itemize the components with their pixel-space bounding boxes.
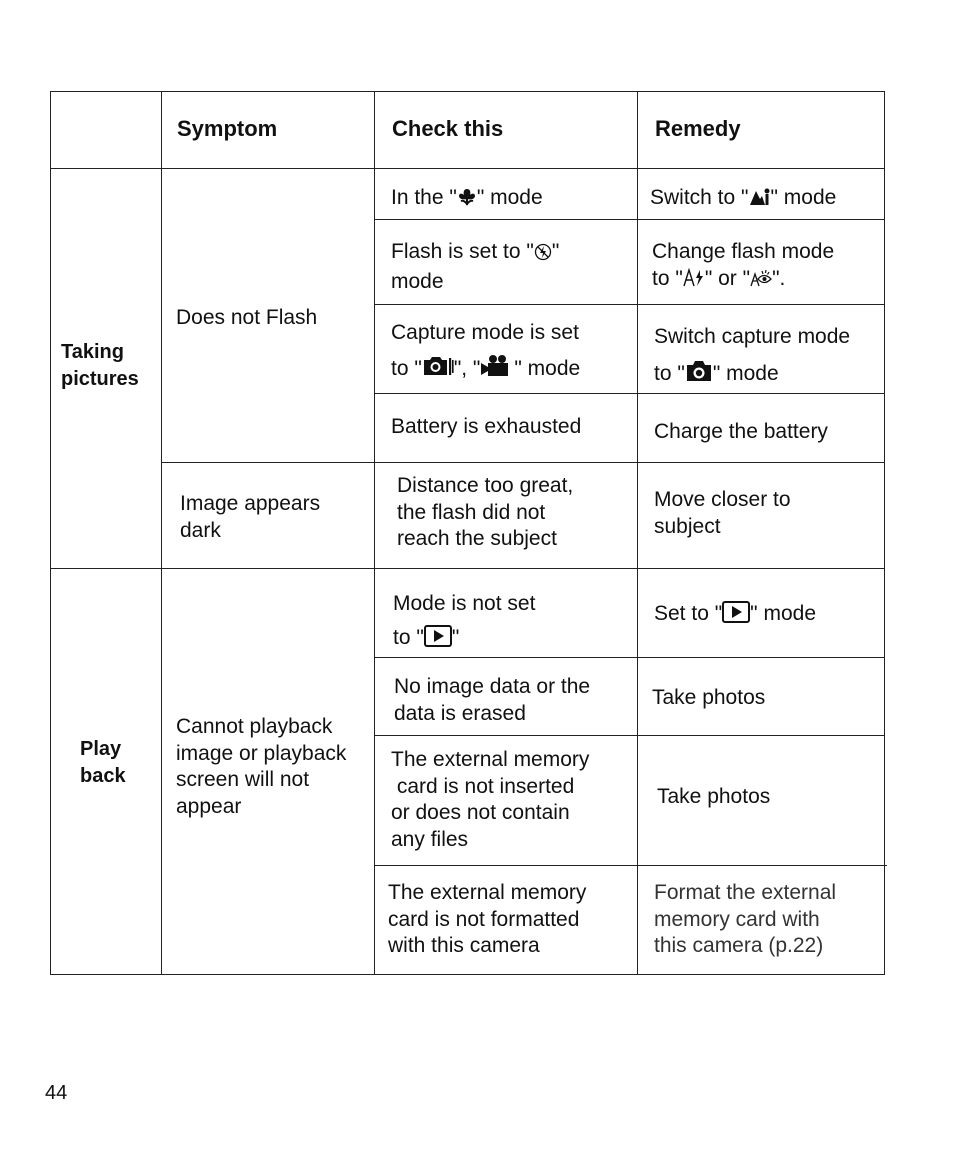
symptom-no-flash: Does not Flash — [176, 306, 318, 329]
check-capture-mode — [391, 315, 580, 390]
video-camera-icon — [480, 354, 514, 390]
check-text: In the " — [391, 186, 457, 209]
remedy-text: Switch to " — [650, 186, 749, 209]
remedy-change-flash — [652, 239, 834, 295]
remedy-text: Switch capture mode — [654, 325, 851, 348]
grid-line — [50, 168, 885, 169]
check-text: " mode — [514, 357, 581, 380]
check-text: " mode — [476, 186, 543, 209]
check-text: to " — [391, 357, 422, 380]
remedy-format-card: Format the external memory card with this camera (p.22) — [654, 881, 837, 957]
check-text: " — [551, 240, 560, 263]
check-playback-mode — [393, 587, 535, 658]
check-text: mode — [391, 269, 444, 293]
section-taking-pictures: Taking pictures — [61, 341, 139, 390]
grid-line — [374, 735, 885, 736]
remedy-capture-mode — [654, 318, 850, 395]
grid-line — [374, 219, 885, 220]
grid-line — [50, 91, 885, 92]
section-playback: Play back — [80, 738, 126, 787]
remedy-take-photos: Take photos — [652, 686, 766, 709]
grid-line — [50, 568, 885, 569]
grid-line — [50, 974, 885, 975]
header-remedy: Remedy — [655, 116, 741, 141]
check-card-not-inserted: The external memory card is not inserted or does not contain any files — [391, 748, 590, 851]
check-text: " — [451, 626, 460, 649]
check-macro-mode — [391, 185, 543, 215]
remedy-landscape-mode — [650, 185, 836, 215]
playback-icon — [424, 624, 452, 658]
grid-line — [50, 91, 51, 975]
grid-line — [374, 91, 375, 975]
grid-line — [637, 91, 638, 975]
remedy-text: ". — [772, 266, 786, 290]
remedy-battery: Charge the battery — [654, 420, 828, 443]
camera-burst-icon — [422, 354, 454, 390]
check-no-image-data: No image data or the data is erased — [394, 675, 591, 725]
remedy-text: " mode — [770, 186, 837, 209]
grid-line — [161, 91, 162, 975]
remedy-text: Change flash mode — [652, 240, 835, 263]
check-text: Mode is not set — [393, 592, 536, 615]
grid-line — [374, 865, 887, 866]
check-card-not-formatted: The external memory card is not formatted with this camera — [388, 881, 587, 957]
check-text: ", " — [453, 357, 481, 380]
check-distance: Distance too great, the flash did not reach the subject — [397, 474, 574, 550]
symptom-no-playback: Cannot playback image or playback screen will not appear — [176, 715, 347, 818]
page-number: 44 — [45, 1082, 68, 1104]
check-battery: Battery is exhausted — [391, 415, 582, 438]
grid-line — [884, 91, 885, 975]
remedy-text: Set to " — [654, 602, 723, 625]
grid-line — [374, 304, 885, 305]
auto-flash-icon — [683, 268, 705, 296]
red-eye-flash-icon — [750, 268, 772, 296]
remedy-text: to " — [654, 362, 685, 385]
remedy-text: " or " — [704, 266, 751, 290]
check-text: Flash is set to " — [391, 240, 534, 263]
macro-flower-icon — [457, 187, 477, 215]
check-text: Capture mode is set — [391, 321, 579, 344]
camera-icon — [685, 358, 713, 395]
remedy-set-playback — [654, 601, 816, 631]
header-symptom: Symptom — [177, 116, 278, 141]
landscape-person-icon — [749, 187, 771, 215]
check-text: to " — [393, 626, 424, 649]
check-flash-off — [391, 239, 559, 295]
header-check: Check this — [392, 116, 504, 141]
symptom-dark: Image appears dark — [180, 492, 321, 542]
remedy-text: " mode — [712, 362, 779, 385]
remedy-move-closer: Move closer to subject — [654, 488, 791, 538]
remedy-text: " mode — [750, 602, 816, 625]
remedy-take-photos: Take photos — [657, 785, 771, 808]
playback-icon — [722, 601, 750, 631]
flash-off-icon — [534, 242, 552, 269]
remedy-text: to " — [652, 266, 683, 290]
grid-line — [161, 462, 885, 463]
